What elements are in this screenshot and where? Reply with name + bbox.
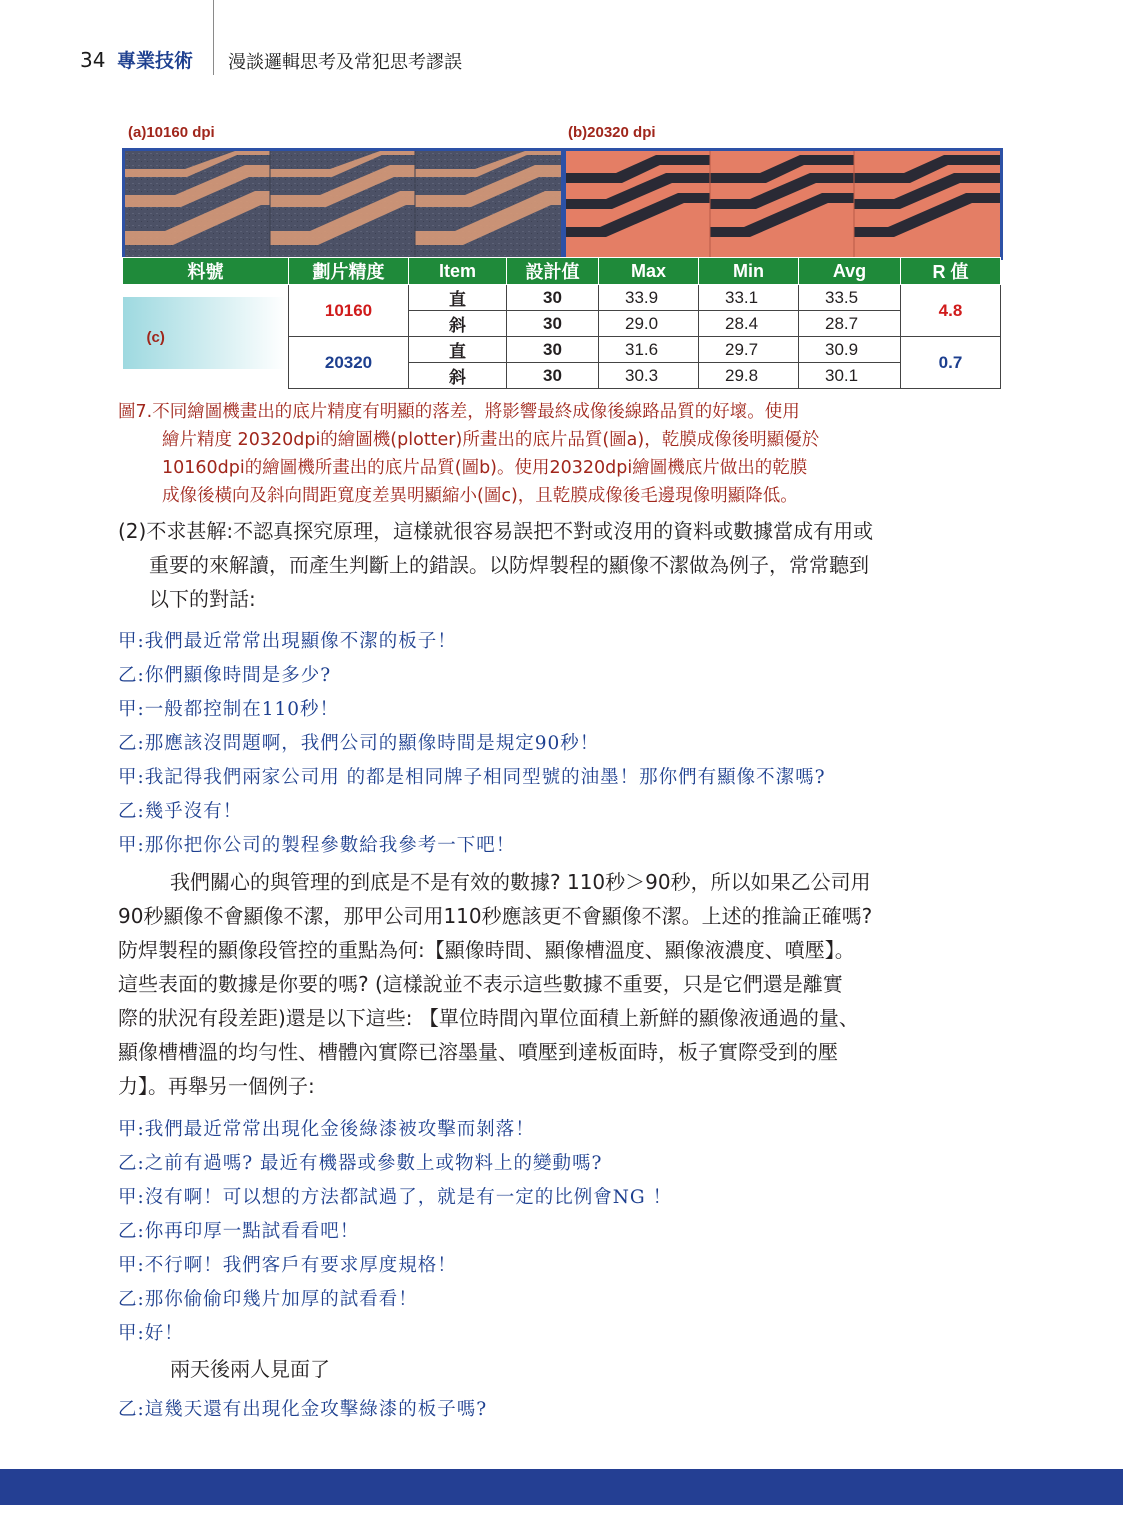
figure-photo-b: [563, 148, 1003, 260]
design-cell: 30: [507, 363, 599, 389]
avg-cell: 30.9: [799, 337, 901, 363]
dialog-line: 甲:我們最近常常出現顯像不潔的板子！: [118, 631, 457, 652]
page-number: 34: [80, 48, 106, 72]
design-cell: 30: [507, 285, 599, 311]
item-cell: 直: [409, 285, 507, 311]
section-2-paragraph: [118, 514, 1008, 616]
caption-line: 繪片精度 20320dpi的繪圖機(plotter)所畫出的底片品質(圖a)，乾膜成像後明顯優於: [162, 430, 820, 450]
column-header: Min: [699, 258, 799, 285]
dialog-line: 甲:不行啊！我們客戶有要求厚度規格！: [118, 1255, 457, 1276]
text-line: 際的狀況有段差距)還是以下這些: 【單位時間內單位面積上新鮮的顯像液通過的量、: [118, 1006, 859, 1030]
r-value-cell: 4.8: [901, 285, 1001, 337]
page-header: [0, 0, 1123, 90]
dialog-line: 甲:沒有啊！可以想的方法都試過了，就是有一定的比例會NG ！: [118, 1187, 673, 1208]
item-cell: 直: [409, 337, 507, 363]
column-header: 劃片精度: [289, 258, 409, 285]
dialog-line: 乙:那應該沒問題啊，我們公司的顯像時間是規定90秒！: [118, 733, 600, 754]
max-cell: 29.0: [599, 311, 699, 337]
dialog-line: 乙:你再印厚一點試看看吧！: [118, 1221, 360, 1242]
dialog-line: 乙:幾乎沒有！: [118, 801, 243, 822]
sample-cell: [123, 285, 289, 389]
dialog-line: 乙:你們顯像時間是多少?: [118, 665, 332, 686]
dialog-line: 甲:那你把你公司的製程參數給我參考一下吧！: [118, 835, 516, 856]
dialog-line: 乙:這幾天還有出現化金攻擊綠漆的板子嗎?: [118, 1399, 488, 1420]
min-cell: 33.1: [699, 285, 799, 311]
text-line: (2)不求甚解:不認真探究原理，這樣就很容易誤把不對或沒用的資料或數據當成有用或: [118, 519, 874, 543]
text-line: 我們關心的與管理的到底是不是有效的數據? 110秒＞90秒，所以如果乙公司用: [170, 870, 871, 894]
table-row: [123, 285, 1001, 311]
caption-line: 成像後橫向及斜向間距寬度差異明顯縮小(圖c)，且乾膜成像後毛邊現像明顯降低。: [162, 486, 798, 506]
text-line: 重要的來解讀，而產生判斷上的錯誤。以防焊製程的顯像不潔做為例子，常常聽到: [149, 553, 869, 577]
text-line: 這些表面的數據是你要的嗎? (這樣說並不表示這些數據不重要，只是它們還是離實: [118, 972, 843, 996]
dialog-line: 乙:之前有過嗎? 最近有機器或參數上或物料上的變動嗎?: [118, 1153, 603, 1174]
column-header: Max: [599, 258, 699, 285]
figure-label-c: (c): [146, 329, 165, 346]
table-header-row: [123, 258, 1001, 285]
dialog-line: 甲:一般都控制在110秒！: [118, 699, 340, 720]
text-line: 力】。再舉另一個例子:: [118, 1074, 315, 1098]
design-cell: 30: [507, 337, 599, 363]
resolution-cell: 20320: [289, 337, 409, 389]
article-title: 漫談邏輯思考及常犯思考謬誤: [228, 52, 462, 73]
text-line: 90秒顯像不會顯像不潔，那甲公司用110秒應該更不會顯像不潔。上述的推論正確嗎?: [118, 904, 873, 928]
measurement-table: [122, 257, 1001, 389]
dialog-line: 甲:我記得我們兩家公司用 的都是相同牌子相同型號的油墨！那你們有顯像不潔嗎?: [118, 767, 826, 788]
figure-photo-a: [122, 148, 564, 260]
analysis-paragraph: [118, 865, 1008, 1103]
text-line: 以下的對話:: [149, 587, 256, 611]
figure-caption: [118, 398, 1008, 510]
avg-cell: 30.1: [799, 363, 901, 389]
narration-line: 兩天後兩人見面了: [170, 1357, 330, 1381]
max-cell: 31.6: [599, 337, 699, 363]
section-name: 專業技術: [117, 50, 194, 72]
column-header: Avg: [799, 258, 901, 285]
dialog-line: 甲:好！: [118, 1323, 184, 1344]
text-line: 防焊製程的顯像段管控的重點為何:【顯像時間、顯像槽溫度、顯像液濃度、噴壓】。: [118, 938, 855, 962]
column-header: Item: [409, 258, 507, 285]
caption-line: 圖7.不同繪圖機畫出的底片精度有明顯的落差，將影響最終成像後線路品質的好壞。使用: [118, 402, 800, 422]
min-cell: 29.8: [699, 363, 799, 389]
min-cell: 29.7: [699, 337, 799, 363]
item-cell: 斜: [409, 311, 507, 337]
figure-label-a: (a)10160 dpi: [128, 124, 215, 141]
design-cell: 30: [507, 311, 599, 337]
column-header: 料號: [123, 258, 289, 285]
dialog-line: 甲:我們最近常常出現化金後綠漆被攻擊而剝落！: [118, 1119, 535, 1140]
min-cell: 28.4: [699, 311, 799, 337]
avg-cell: 33.5: [799, 285, 901, 311]
dialog-line: 乙:那你偷偷印幾片加厚的試看看！: [118, 1289, 418, 1310]
figure-label-b: (b)20320 dpi: [568, 124, 656, 141]
header-divider: [213, 0, 214, 75]
max-cell: 30.3: [599, 363, 699, 389]
column-header: R 值: [901, 258, 1001, 285]
r-value-cell: 0.7: [901, 337, 1001, 389]
footer-band: [0, 1469, 1123, 1505]
column-header: 設計值: [507, 258, 599, 285]
text-line: 顯像槽槽溫的均勻性、槽體內實際已溶墨量、噴壓到達板面時，板子實際受到的壓: [118, 1040, 838, 1064]
caption-line: 10160dpi的繪圖機所畫出的底片品質(圖b)。使用20320dpi繪圖機底片做出的乾膜: [162, 458, 808, 478]
max-cell: 33.9: [599, 285, 699, 311]
item-cell: 斜: [409, 363, 507, 389]
resolution-cell: 10160: [289, 285, 409, 337]
avg-cell: 28.7: [799, 311, 901, 337]
